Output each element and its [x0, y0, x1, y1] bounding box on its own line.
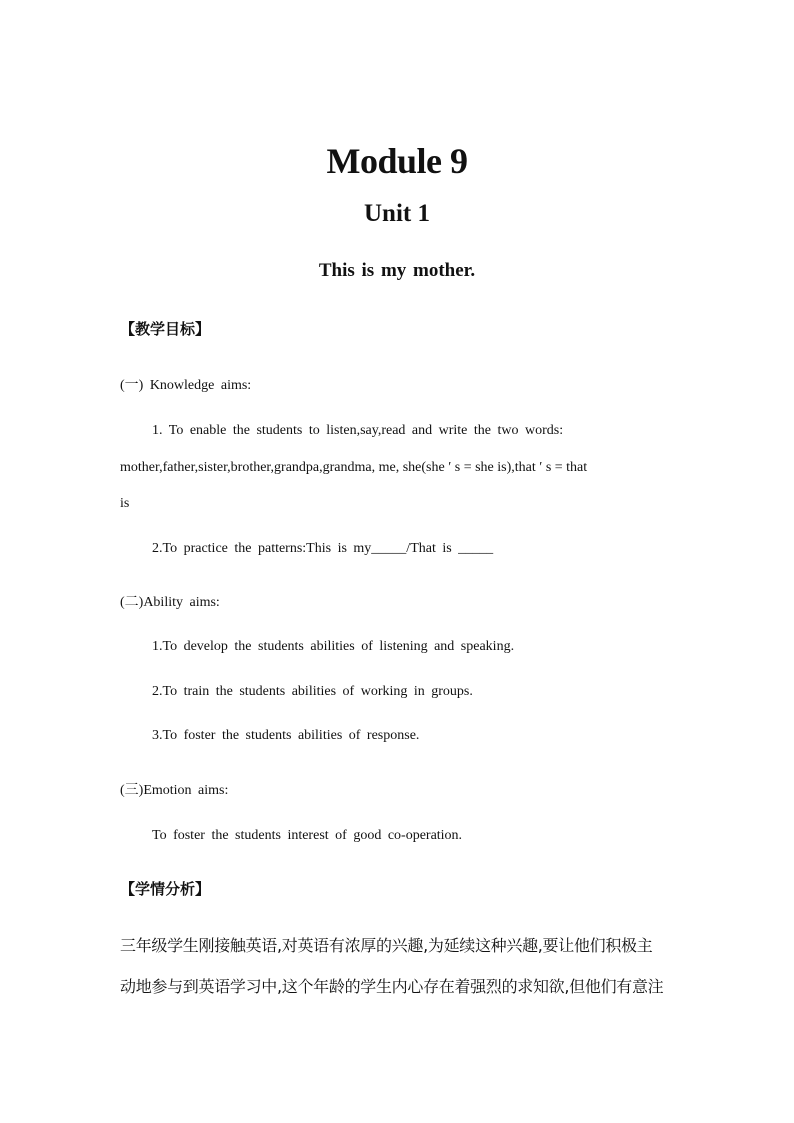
section-heading-objectives: 【教学目标】 [120, 320, 211, 338]
emotion-item-1: To foster the students interest of good co-operation. [152, 828, 463, 843]
knowledge-aims-heading: (一) Knowledge aims: [120, 378, 252, 393]
knowledge-item-1-line-2: mother,father,sister,brother,grandpa,grandma, me, she(she ′ s = she is),that ′ s = that [120, 460, 588, 475]
unit-title: Unit 1 [364, 200, 430, 227]
knowledge-item-1-line-3: is [120, 496, 130, 511]
emotion-aims-heading: (三)Emotion aims: [120, 783, 229, 798]
module-title: Module 9 [326, 141, 468, 181]
analysis-line-1: 三年级学生刚接触英语,对英语有浓厚的兴趣,为延续这种兴趣,要让他们积极主 [120, 936, 653, 955]
section-heading-analysis: 【学情分析】 [120, 880, 211, 898]
knowledge-item-1-line-1: 1. To enable the students to listen,say,read and write the two words: [152, 423, 564, 438]
ability-item-3: 3.To foster the students abilities of response. [152, 728, 420, 743]
knowledge-item-2: 2.To practice the patterns:This is my_____/That is _____ [152, 541, 494, 556]
ability-item-2: 2.To train the students abilities of working in groups. [152, 684, 473, 699]
lesson-title: This is my mother. [318, 260, 476, 281]
ability-aims-heading: (二)Ability aims: [120, 595, 220, 610]
ability-item-1: 1.To develop the students abilities of listening and speaking. [152, 639, 515, 654]
analysis-line-2: 动地参与到英语学习中,这个年龄的学生内心存在着强烈的求知欲,但他们有意注 [120, 977, 664, 996]
